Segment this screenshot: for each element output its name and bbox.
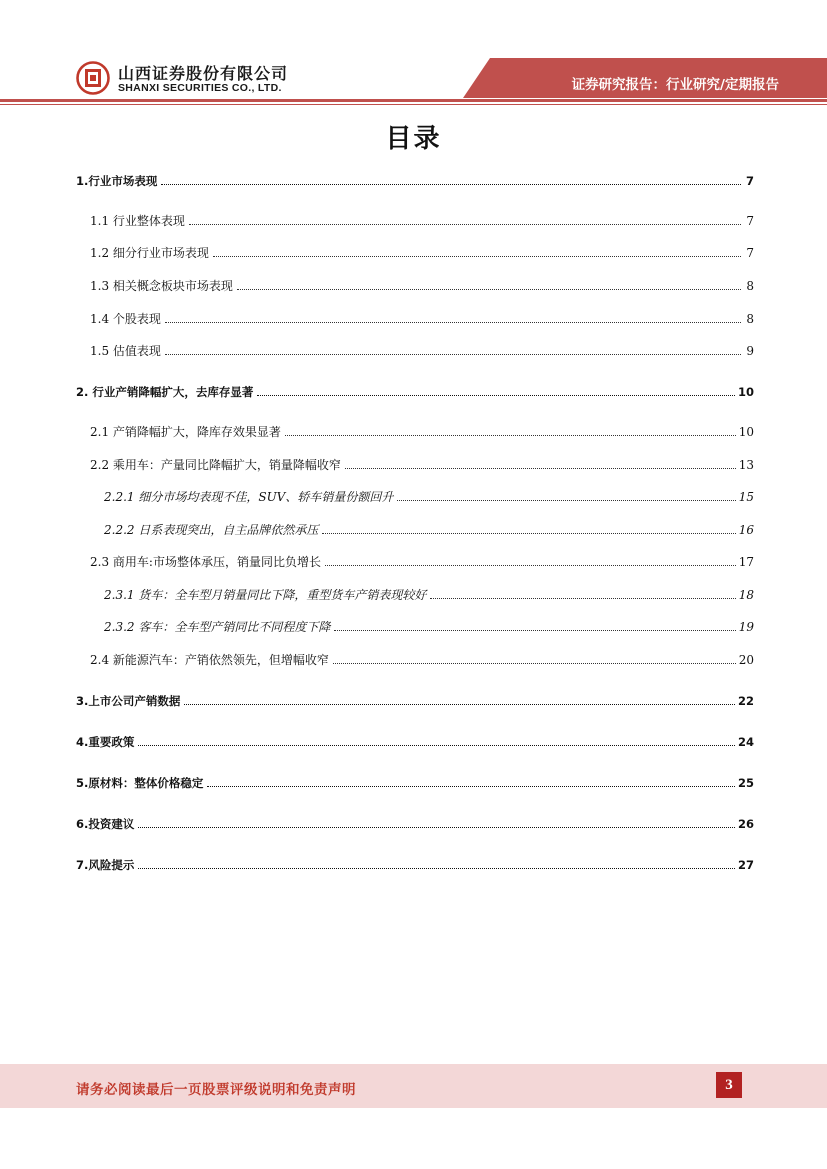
toc-entry-label: 1.5 估值表现	[90, 344, 161, 358]
toc-entry[interactable]	[76, 211, 754, 229]
toc-entry-page: 10	[738, 425, 754, 439]
toc-entry-label: 7.风险提示	[76, 858, 135, 872]
toc-entry[interactable]	[76, 617, 754, 635]
toc-entry[interactable]	[76, 773, 754, 791]
toc-entry-page: 24	[737, 735, 754, 749]
toc-entry[interactable]	[76, 243, 754, 261]
toc-entry-page: 20	[738, 653, 754, 667]
dot-leader	[430, 597, 735, 599]
toc-entry-page: 17	[738, 555, 754, 569]
page-header	[0, 0, 827, 110]
company-name-cn: 山西证券股份有限公司	[118, 64, 289, 83]
toc-entry[interactable]	[76, 382, 754, 400]
dot-leader	[184, 703, 735, 705]
page-number: 3	[716, 1072, 742, 1098]
dot-leader	[165, 321, 741, 323]
dot-leader	[161, 183, 741, 185]
toc-entry-page: 7	[746, 214, 754, 228]
toc-entry-label: 2.2 乘用车：产量同比降幅扩大，销量降幅收窄	[90, 458, 341, 472]
dot-leader	[257, 394, 735, 396]
toc-entry-label: 3.上市公司产销数据	[76, 694, 181, 708]
page-title: 目录	[385, 124, 442, 154]
toc-entry-label: 6.投资建议	[76, 817, 135, 831]
dot-leader	[333, 662, 736, 664]
toc-entry-label: 2.3 商用车:市场整体承压，销量同比负增长	[90, 555, 321, 569]
toc-entry-page: 8	[746, 312, 754, 326]
toc-entry-label: 5.原材料：整体价格稳定	[76, 776, 204, 790]
dot-leader	[138, 867, 735, 869]
toc-entry-label: 2.1 产销降幅扩大，降库存效果显著	[90, 425, 281, 439]
toc-entry-label: 1.行业市场表现	[76, 174, 158, 188]
toc-entry[interactable]	[76, 855, 754, 873]
dot-leader	[237, 288, 741, 290]
toc-entry-page: 26	[737, 817, 754, 831]
toc-entry[interactable]	[76, 341, 754, 359]
company-name-en: SHANXI SECURITIES CO., LTD.	[118, 82, 282, 94]
toc-entry-label: 2.3.2 客车：全车型产销同比不同程度下降	[104, 620, 331, 634]
toc-entry[interactable]	[76, 520, 754, 538]
toc-entry[interactable]	[76, 487, 754, 505]
toc-entry[interactable]	[76, 691, 754, 709]
dot-leader	[138, 826, 735, 828]
toc-entry[interactable]	[76, 171, 754, 189]
page-footer	[0, 1064, 827, 1108]
toc-entry-label: 2.3.1 货车：全车型月销量同比下降，重型货车产销表现较好	[104, 588, 427, 602]
dot-leader	[189, 223, 741, 225]
toc-entry-page: 15	[738, 490, 754, 504]
toc-entry[interactable]	[76, 732, 754, 750]
dot-leader	[213, 255, 741, 257]
toc-entry-page: 18	[738, 588, 754, 602]
toc-entry-label: 1.2 细分行业市场表现	[90, 246, 209, 260]
dot-leader	[138, 744, 735, 746]
toc-entry-page: 7	[746, 246, 754, 260]
toc-entry-page: 27	[737, 858, 754, 872]
toc-entry[interactable]	[76, 552, 754, 570]
toc-entry-page: 8	[746, 279, 754, 293]
dot-leader	[285, 434, 736, 436]
toc-entry-page: 16	[738, 523, 754, 537]
toc-entry[interactable]	[76, 422, 754, 440]
dot-leader	[334, 629, 735, 631]
dot-leader	[325, 564, 736, 566]
dot-leader	[165, 353, 741, 355]
toc-entry-page: 22	[737, 694, 754, 708]
toc-entry-page: 25	[737, 776, 754, 790]
report-type-label: 证券研究报告：行业研究/定期报告	[571, 77, 779, 93]
dot-leader	[207, 785, 735, 787]
toc-entry-label: 2.2.1 细分市场均表现不佳，SUV、轿车销量份额回升	[104, 490, 394, 504]
toc-entry-page: 13	[738, 458, 754, 472]
dot-leader	[345, 467, 736, 469]
toc-entry-page: 7	[745, 174, 754, 188]
disclaimer-notice: 请务必阅读最后一页股票评级说明和免责声明	[76, 1082, 356, 1098]
toc-entry[interactable]	[76, 309, 754, 327]
toc-entry-label: 4.重要政策	[76, 735, 135, 749]
toc-entry-page: 19	[738, 620, 754, 634]
toc-entry[interactable]	[76, 455, 754, 473]
toc-entry-label: 1.3 相关概念板块市场表现	[90, 279, 233, 293]
toc-entry-label: 2.4 新能源汽车：产销依然领先，但增幅收窄	[90, 653, 329, 667]
toc-entry[interactable]	[76, 814, 754, 832]
toc-entry[interactable]	[76, 585, 754, 603]
dot-leader	[397, 499, 735, 501]
toc-entry[interactable]	[76, 276, 754, 294]
toc-entry-label: 2.2.2 日系表现突出，自主品牌依然承压	[104, 523, 319, 537]
dot-leader	[322, 532, 735, 534]
toc-entry-label: 2. 行业产销降幅扩大，去库存显著	[76, 385, 254, 399]
toc-entry-page: 10	[737, 385, 754, 399]
toc-entry-page: 9	[746, 344, 754, 358]
toc-entry-label: 1.4 个股表现	[90, 312, 161, 326]
toc-entry-label: 1.1 行业整体表现	[90, 214, 185, 228]
toc-entry[interactable]	[76, 650, 754, 668]
shanxi-securities-logo-icon	[76, 61, 110, 95]
